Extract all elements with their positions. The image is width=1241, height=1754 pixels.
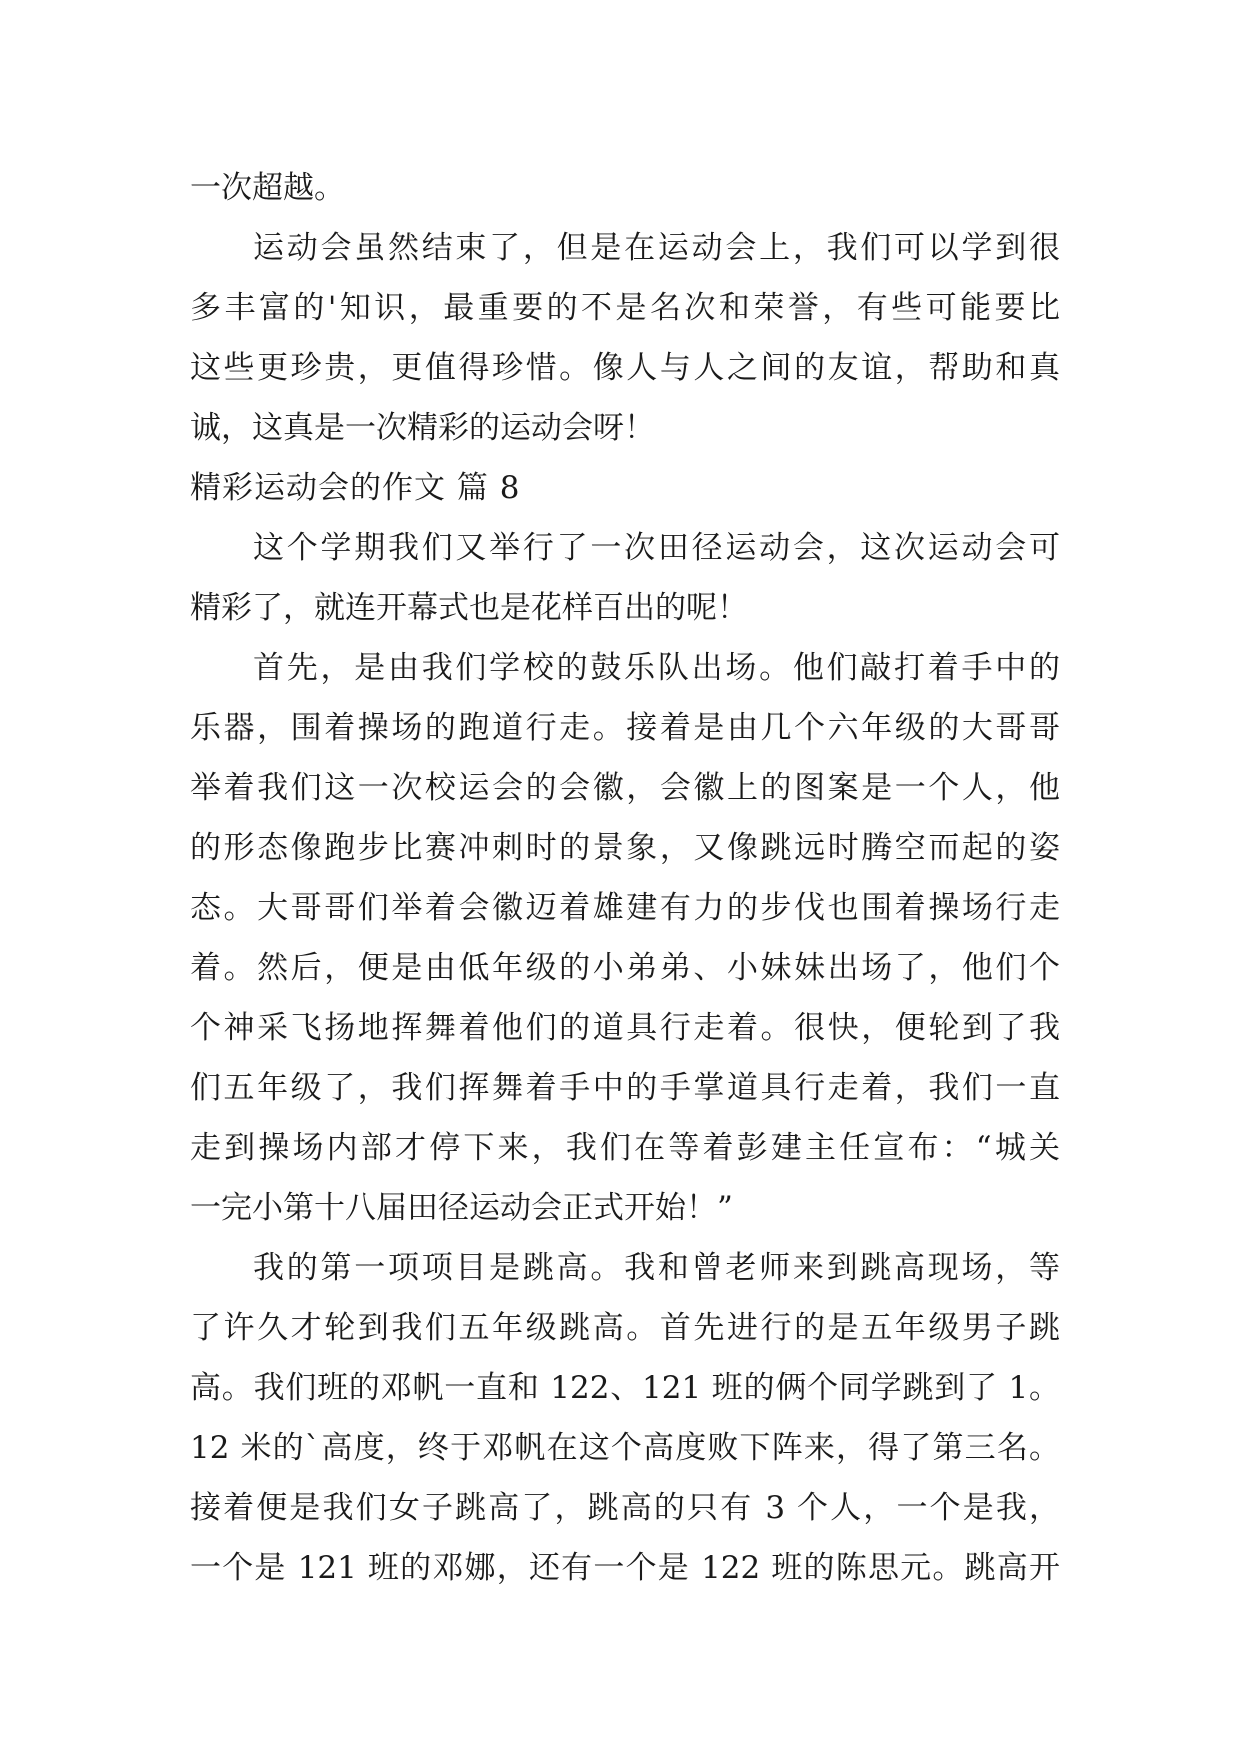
text-line: 12 米的`高度，终于邓帆在这个高度败下阵来，得了第三名。 [190,1430,1060,1466]
text-line: 举着我们这一次校运会的会徽，会徽上的图案是一个人，他 [190,770,1060,806]
text-line: 走到操场内部才停下来，我们在等着彭建主任宣布：“城关 [190,1130,1060,1166]
text-line: 态。大哥哥们举着会徽迈着雄建有力的步伐也围着操场行走 [190,890,1060,926]
text-line: 多丰富的'知识，最重要的不是名次和荣誉，有些可能要比 [190,290,1060,326]
text-line: 诚，这真是一次精彩的运动会呀！ [190,410,655,446]
text-line: 乐器，围着操场的跑道行走。接着是由几个六年级的大哥哥 [190,710,1060,746]
document-body [190,158,1060,1598]
text-line: 这些更珍贵，更值得珍惜。像人与人之间的友谊，帮助和真 [190,350,1060,386]
text-line: 接着便是我们女子跳高了，跳高的只有 3 个人，一个是我， [190,1490,1060,1526]
paragraph-start-line: 这个学期我们又举行了一次田径运动会，这次运动会可 [253,530,1060,566]
text-line: 着。然后，便是由低年级的小弟弟、小妹妹出场了，他们个 [190,950,1060,986]
paragraph-start-line: 我的第一项项目是跳高。我和曾老师来到跳高现场，等 [253,1250,1060,1286]
text-line: 了许久才轮到我们五年级跳高。首先进行的是五年级男子跳 [190,1310,1060,1346]
text-line: 一次超越。 [190,170,345,206]
text-line: 一完小第十八届田径运动会正式开始！” [190,1190,733,1226]
text-line: 们五年级了，我们挥舞着手中的手掌道具行走着，我们一直 [190,1070,1060,1106]
text-line: 精彩了，就连开幕式也是花样百出的呢！ [190,590,748,626]
paragraph-start-line: 首先，是由我们学校的鼓乐队出场。他们敲打着手中的 [253,650,1060,686]
section-heading: 精彩运动会的作文 篇 8 [190,470,521,506]
text-line: 高。我们班的邓帆一直和 122、121 班的俩个同学跳到了 1。 [190,1370,1060,1406]
paragraph-start-line: 运动会虽然结束了，但是在运动会上，我们可以学到很 [253,230,1060,266]
text-line: 一个是 121 班的邓娜，还有一个是 122 班的陈思元。跳高开 [190,1550,1060,1586]
text-line: 个神采飞扬地挥舞着他们的道具行走着。很快，便轮到了我 [190,1010,1060,1046]
text-line: 的形态像跑步比赛冲刺时的景象，又像跳远时腾空而起的姿 [190,830,1060,866]
